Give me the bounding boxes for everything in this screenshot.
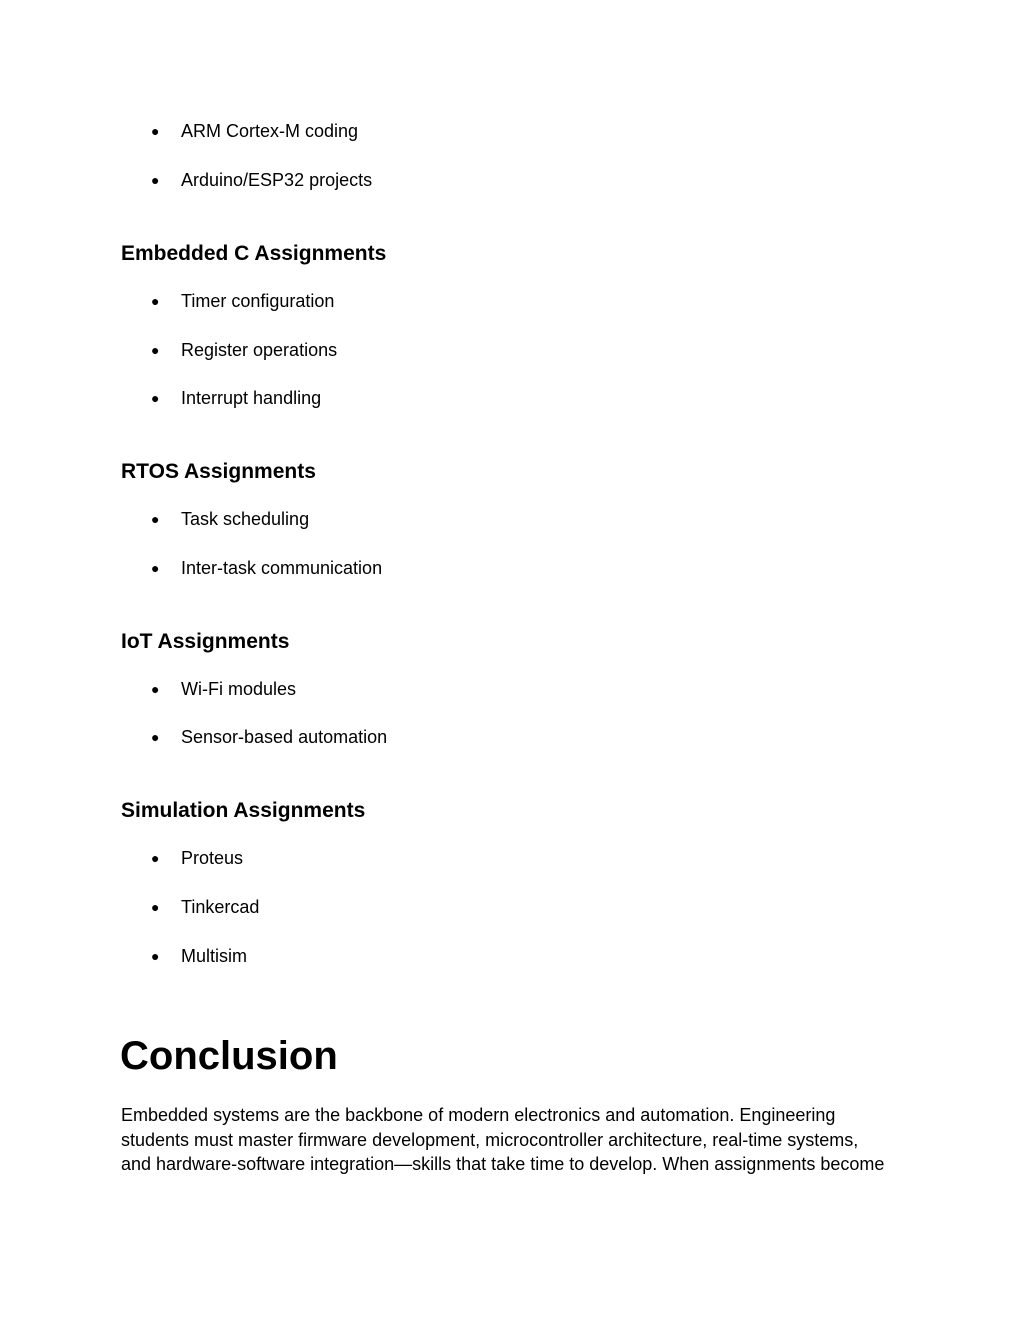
bullet-icon: ● <box>151 123 160 139</box>
list-item-text: Tinkercad <box>181 897 260 917</box>
conclusion-paragraph <box>121 1103 921 1177</box>
list-item-text: Arduino/ESP32 projects <box>181 170 373 190</box>
list-item-text: Timer configuration <box>181 291 335 311</box>
list-item-text: Multisim <box>181 946 247 966</box>
bullet-icon: ● <box>151 390 160 406</box>
bullet-icon: ● <box>151 511 160 527</box>
list-item-text: Interrupt handling <box>181 388 322 408</box>
list-item-text: Sensor-based automation <box>181 727 388 747</box>
list-item-text: Proteus <box>181 848 244 868</box>
bullet-icon: ● <box>151 560 160 576</box>
section-heading-embedded-c: Embedded C Assignments <box>121 242 387 265</box>
section-heading-rtos: RTOS Assignments <box>121 460 316 483</box>
paragraph-line: students must master firmware development, microcontroller architecture, real-time systems, <box>121 1129 859 1150</box>
conclusion-heading: Conclusion <box>120 1034 338 1078</box>
bullet-icon: ● <box>151 172 160 188</box>
list-item-text: ARM Cortex-M coding <box>181 121 359 141</box>
bullet-icon: ● <box>151 342 160 358</box>
list-item-text: Register operations <box>181 340 338 360</box>
paragraph-line: and hardware-software integration—skills that take time to develop. When assignments become <box>121 1154 885 1174</box>
section-heading-iot: IoT Assignments <box>121 630 290 653</box>
paragraph-line: Embedded systems are the backbone of modern electronics and automation. Engineering <box>121 1105 836 1125</box>
list-item-text: Task scheduling <box>181 509 310 529</box>
bullet-icon: ● <box>151 899 160 915</box>
bullet-icon: ● <box>151 850 160 866</box>
section-heading-simulation: Simulation Assignments <box>121 799 366 822</box>
bullet-icon: ● <box>151 948 160 964</box>
list-item-text: Wi-Fi modules <box>181 679 297 699</box>
bullet-icon: ● <box>151 729 160 745</box>
bullet-icon: ● <box>151 681 160 697</box>
list-item-text: Inter-task communication <box>181 558 383 578</box>
bullet-icon: ● <box>151 293 160 309</box>
